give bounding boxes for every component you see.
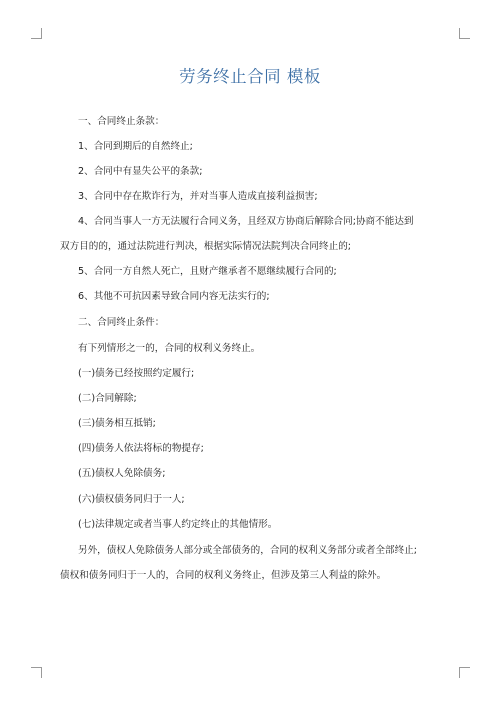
condition-item: (七)法律规定或者当事人约定终止的其他情形。 — [78, 519, 278, 530]
intro-line: 有下列情形之一的，合同的权利义务终止。 — [78, 343, 261, 354]
clause-line: 1、合同到期后的自然终止; — [78, 141, 193, 152]
clause-line: 3、合同中存在欺诈行为，并对当事人造成直接利益损害; — [78, 191, 318, 202]
condition-item: (三)债务相互抵销; — [78, 418, 156, 429]
crop-mark-bottom-right — [459, 667, 470, 678]
crop-mark-bottom-left — [31, 667, 42, 678]
clause-line: 6、其他不可抗因素导致合同内容无法实行的; — [78, 291, 270, 302]
paragraph-line-continuation: 债权和债务同归于一人的，合同的权利义务终止，但涉及第三人利益的除外。 — [60, 570, 387, 581]
paragraph-line: 另外，债权人免除债务人部分或全部债务的，合同的权利义务部分或者全部终止; — [78, 545, 418, 556]
condition-item: (六)债权债务同归于一人; — [78, 494, 185, 505]
section-heading-termination-conditions: 二、合同终止条件： — [78, 317, 165, 328]
document-title: 劳务终止合同 模板 — [179, 67, 321, 86]
clause-line: 2、合同中有显失公平的条款; — [78, 166, 203, 177]
clause-line: 5、合同一方自然人死亡，且财产继承者不愿继续履行合同的; — [78, 266, 337, 277]
condition-item: (二)合同解除; — [78, 393, 137, 404]
condition-item: (四)债务人依法将标的物提存; — [78, 443, 204, 454]
clause-line-continuation: 双方目的的，通过法院进行判决，根据实际情况法院判决合同终止的; — [60, 241, 352, 252]
condition-item: (五)债权人免除债务; — [78, 468, 166, 479]
crop-mark-top-right — [459, 28, 470, 39]
condition-item: (一)债务已经按照约定履行; — [78, 368, 195, 379]
section-heading-termination-clauses: 一、合同终止条款： — [78, 116, 165, 127]
crop-mark-top-left — [31, 28, 42, 39]
clause-line: 4、合同当事人一方无法履行合同义务，且经双方协商后解除合同;协商不能达到 — [78, 216, 414, 227]
